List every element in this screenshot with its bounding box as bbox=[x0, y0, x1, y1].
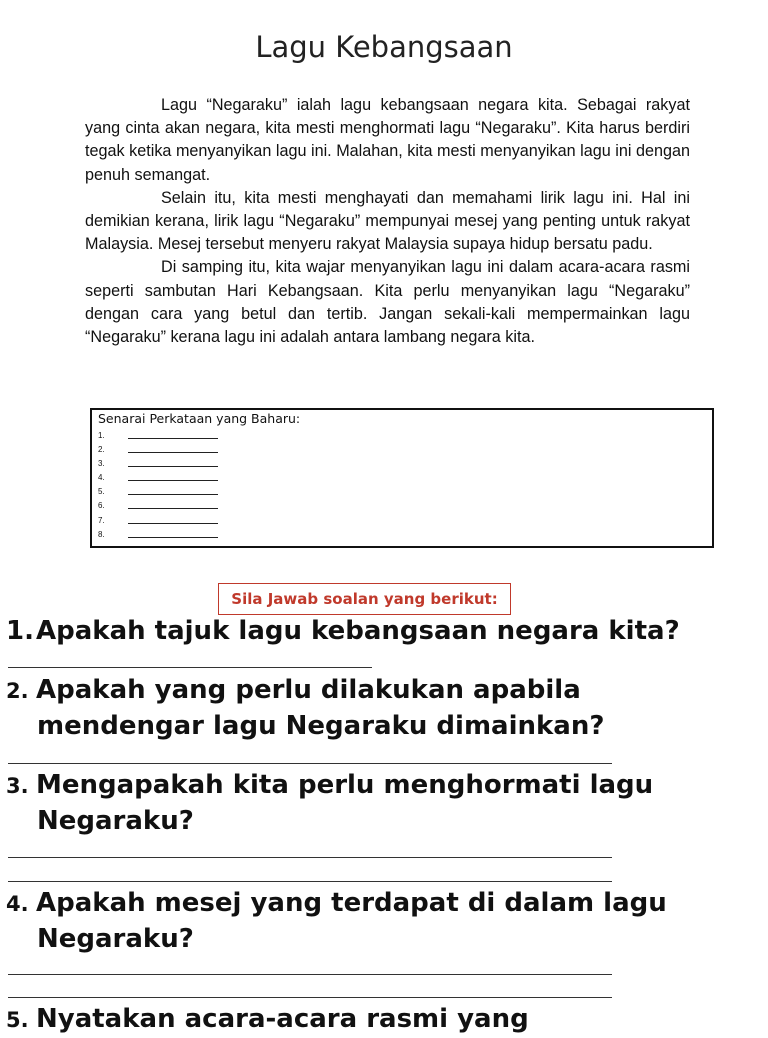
question-text-continued: Negaraku? bbox=[37, 924, 194, 954]
vocabulary-number: 7. bbox=[98, 515, 105, 525]
vocabulary-number: 8. bbox=[98, 529, 105, 539]
vocabulary-item bbox=[98, 485, 298, 499]
vocabulary-blank[interactable] bbox=[128, 523, 218, 524]
question-text: Mengapakah kita perlu menghormati lagu bbox=[36, 770, 654, 800]
vocabulary-blank[interactable] bbox=[128, 452, 218, 453]
answer-line[interactable] bbox=[8, 857, 612, 858]
vocabulary-number: 4. bbox=[98, 473, 105, 483]
vocabulary-number: 1. bbox=[98, 431, 105, 440]
question-1 bbox=[6, 614, 726, 649]
question-number: 5. bbox=[6, 1008, 29, 1032]
question-number: 1. bbox=[6, 616, 34, 646]
paragraph-3: Di samping itu, kita wajar menyanyikan lagu ini dalam acara-acara rasmi seperti sambutan Hari Kebangsaan. Kita perlu menyanyikan lagu “Negaraku” dengan cara yang betul dan tertib. Jangan sekali-kali mempermainkan lagu “Negaraku” kerana lagu ini adalah antara lambang negara kita. bbox=[85, 258, 690, 347]
question-text-continued: Negaraku? bbox=[37, 806, 194, 836]
vocabulary-item bbox=[98, 471, 298, 485]
question-text: Apakah mesej yang terdapat di dalam lagu bbox=[36, 888, 667, 918]
vocabulary-blank[interactable] bbox=[128, 537, 218, 538]
question-2 bbox=[6, 673, 726, 744]
vocabulary-number: 3. bbox=[98, 459, 105, 469]
question-text: Nyatakan acara-acara rasmi yang bbox=[36, 1004, 529, 1034]
answer-line[interactable] bbox=[8, 667, 372, 668]
question-number: 2. bbox=[6, 679, 29, 703]
reading-passage bbox=[85, 94, 690, 349]
question-number: 3. bbox=[6, 774, 29, 798]
vocabulary-title: Senarai Perkataan yang Baharu: bbox=[98, 411, 301, 426]
vocabulary-list bbox=[98, 429, 298, 542]
vocabulary-blank[interactable] bbox=[128, 494, 218, 495]
question-5 bbox=[6, 1002, 726, 1038]
vocabulary-item bbox=[98, 457, 298, 471]
vocabulary-blank[interactable] bbox=[128, 480, 218, 481]
answer-line[interactable] bbox=[8, 997, 612, 998]
answer-line[interactable] bbox=[8, 974, 612, 975]
paragraph-1: Lagu “Negaraku” ialah lagu kebangsaan negara kita. Sebagai rakyat yang cinta akan negara, kita mesti menghormati lagu “Negaraku”. Kita harus berdiri tegak ketika menyanyikan lagu ini. Malahan, kita mesti menyanyikan lagu ini dengan penuh semangat. bbox=[85, 96, 690, 184]
instruction-box: Sila Jawab soalan yang berikut: bbox=[218, 583, 511, 615]
question-text: Apakah yang perlu dilakukan apabila bbox=[36, 675, 581, 705]
vocabulary-item bbox=[98, 514, 298, 528]
question-number: 4. bbox=[6, 892, 29, 916]
vocabulary-blank[interactable] bbox=[128, 438, 218, 439]
vocabulary-blank[interactable] bbox=[128, 508, 218, 509]
vocabulary-number: 2. bbox=[98, 445, 105, 455]
vocabulary-item bbox=[98, 528, 298, 542]
answer-line[interactable] bbox=[8, 881, 612, 882]
vocabulary-number: 6. bbox=[98, 501, 105, 511]
vocabulary-box bbox=[90, 408, 714, 548]
question-3 bbox=[6, 768, 726, 839]
page-title: Lagu Kebangsaan bbox=[255, 30, 513, 64]
vocabulary-item bbox=[98, 443, 298, 457]
question-text: Apakah tajuk lagu kebangsaan negara kita? bbox=[36, 616, 680, 646]
question-4 bbox=[6, 886, 726, 957]
answer-line[interactable] bbox=[8, 763, 612, 764]
vocabulary-item bbox=[98, 499, 298, 513]
question-text-continued: mendengar lagu Negaraku dimainkan? bbox=[37, 711, 605, 741]
vocabulary-blank[interactable] bbox=[128, 466, 218, 467]
vocabulary-number: 5. bbox=[98, 487, 105, 497]
paragraph-2: Selain itu, kita mesti menghayati dan memahami lirik lagu ini. Hal ini demikian kerana, lirik lagu “Negaraku” mempunyai mesej yang penting untuk rakyat Malaysia. Mesej tersebut menyeru rakyat Malaysia supaya hidup bersatu padu. bbox=[85, 188, 690, 254]
vocabulary-item bbox=[98, 429, 298, 443]
